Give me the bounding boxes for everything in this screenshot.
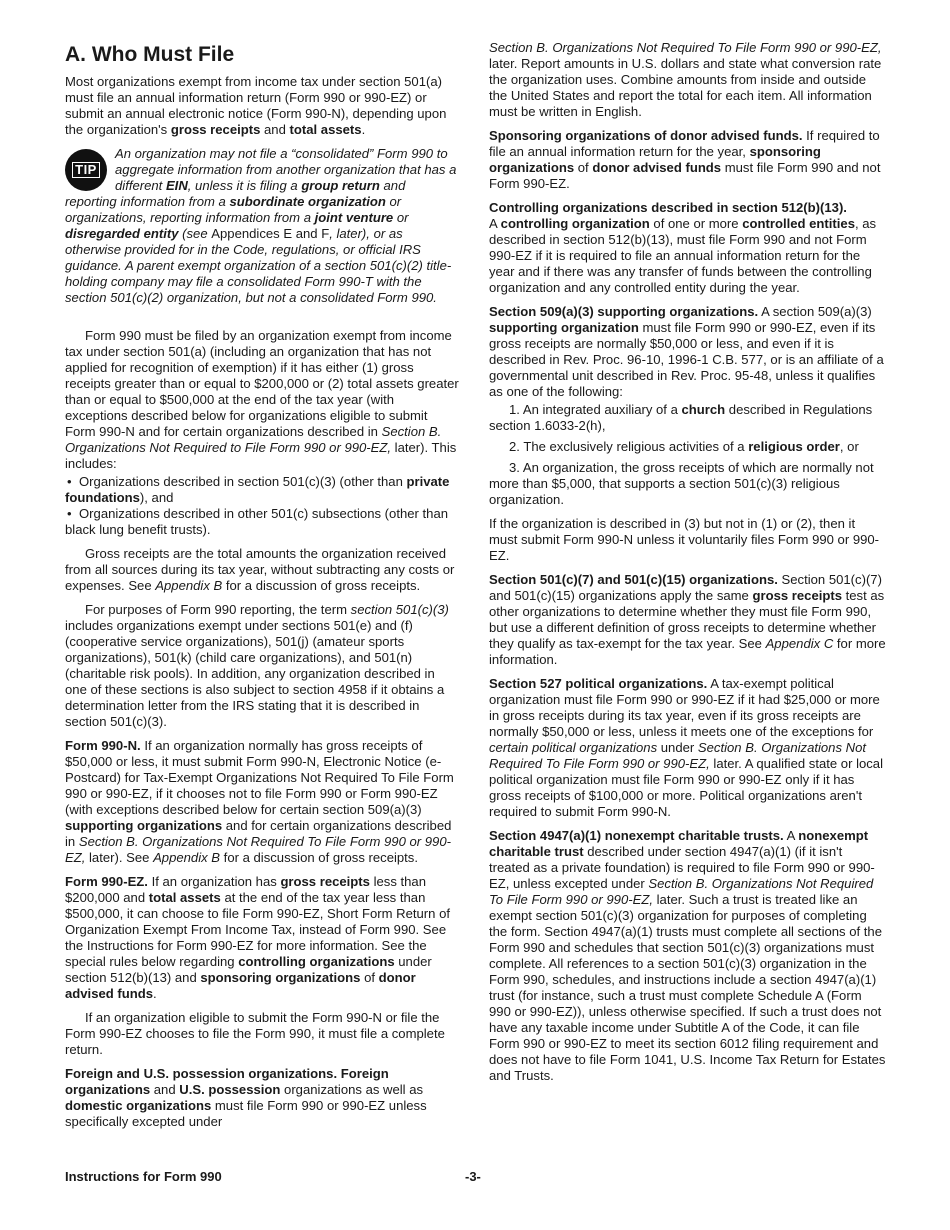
intro-paragraph: Most organizations exempt from income tax under section 501(a) must file an annual information return (Form 990 or 990-EZ) or submit an annual electronic notice (Form 990-N), depending upon the organization's gross receipts and total assets. [65,74,447,137]
bullet-item: • Organizations described in section 501(c)(3) (other than private foundations), and [65,474,460,506]
left-column [65,40,460,1138]
section-4947-paragraph: Section 4947(a)(1) nonexempt charitable trusts. A nonexempt charitable trust described under section 4947(a)(1) (if it isn't treated as a private foundation) is required to file Form 990 or 990-EZ, unless excepted under Section B. Organizations Not Required To File Form 990 or 990-EZ, later. Such a trust is treated like an exempt section 501(c)(3) organization for purposes of completing the form. Section 4947(a)(1) trusts must complete all sections of the Form 990 and schedules that section 501(c)(3) organizations must complete. All references to a section 501(c)(3) organization in the Form 990, schedules, and instructions include a section 4947(a)(1) trust (for instance, such a trust must complete Schedule A (Form 990 or 990-EZ)), unless otherwise specified. If such a trust does not have any taxable income under Subtitle A of the Code, it can file Form 990 or 990-EZ to meet its section 6012 filing requirement and does not have to file Form 1041, U.S. Income Tax Return for Estates and Trusts. [489,828,886,1083]
tip-box [65,146,460,306]
section-527-paragraph: Section 527 political organizations. A tax-exempt political organization must file Form 990 or 990-EZ if it had $25,000 or more in gross receipts during its tax year, even if its gross receipts are normally $50,000 or less, unless it meets one of the exceptions for certain political organizations under Section B. Organizations Not Required To File Form 990 or 990-EZ, later. A qualified state or local political organization must file Form 990 or 990-EZ only if it has gross receipts of $100,000 or more. Political organizations aren't required to submit Form 990-N. [489,676,884,819]
section-509a3-paragraph: Section 509(a)(3) supporting organizations. A section 509(a)(3) supporting organization must file Form 990 or 990-EZ, even if its gross receipts are normally $50,000 or less, and even if it is described in Rev. Proc. 96-10, 1996-1 C.B. 577, or is an affiliate of a governmental unit described in Rev. Proc. 95-48, unless it qualifies as one of the following: [489,304,884,399]
foreign-organizations-continued: Section B. Organizations Not Required To File Form 990 or 990-EZ, later. Report amounts in U.S. dollars and state what conversion rate the organization uses. Combine amounts from inside and outside the United States and report the total for each item. All information must be written in English. [489,40,882,119]
form-990ez-paragraph: Form 990-EZ. If an organization has gross receipts less than $200,000 and total assets at the end of the tax year less than $500,000, it can choose to file Form 990-EZ, Short Form Return of Organization Exempt From Income Tax, instead of Form 990. See the Instructions for Form 990-EZ for more information. See the special rules below regarding controlling organizations under section 512(b)(13) and sponsoring organizations of donor advised funds. [65,874,450,1001]
footer-form-title: Instructions for Form 990 [65,1169,222,1184]
section-501c3-paragraph: For purposes of Form 990 reporting, the term section 501(c)(3) includes organizations exempt under sections 501(e) and (f) (cooperative service organizations), 501(j) (amateur sports organizations), 501(k) (child care organizations), and 501(n) (charitable risk pools). In addition, any organization described in one of these sections is also subject to section 4958 if it obtains a determination letter from the IRS stating that it is described in section 501(c)(3). [65,602,449,729]
numbered-item-3: 3. An organization, the gross receipts of which are normally not more than $5,000, that supports a section 501(c)(3) religious organization. [489,460,874,507]
bullet-item: • Organizations described in other 501(c) subsections (other than black lung benefit trusts). [65,506,460,538]
numbered-item-1: 1. An integrated auxiliary of a church described in Regulations section 1.6033-2(h), [489,402,873,433]
section-509a3-note: If the organization is described in (3) but not in (1) or (2), then it must submit Form 990-N unless it voluntarily files Form 990 or 990-EZ. [489,516,880,563]
gross-receipts-paragraph: Gross receipts are the total amounts the organization received from all sources during its tax year, without subtracting any costs or expenses. See Appendix B for a discussion of gross receipts. [65,546,455,593]
section-title: A. Who Must File [65,43,235,66]
right-column [489,40,886,1092]
foreign-organizations-paragraph: Foreign and U.S. possession organizations. Foreign organizations and U.S. possession organizations as well as domestic organizations must file Form 990 or 990-EZ unless specifically excepted under [65,1066,427,1129]
form-990n-paragraph: Form 990-N. If an organization normally has gross receipts of $50,000 or less, it must submit Form 990-N, Electronic Notice (e-Postcard) for Tax-Exempt Organizations Not Required To File Form 990 or 990-EZ, if it chooses not to file Form 990 or Form 990-EZ (with exceptions described below for certain section 509(a)(3) supporting organizations and for certain organizations described in Section B. Organizations Not Required To File Form 990 or 990-EZ, later). See Appendix B for a discussion of gross receipts. [65,738,454,865]
tip-icon: TIP [65,149,107,191]
page-number: -3- [465,1169,481,1184]
bullet-list [65,474,460,538]
numbered-item-2: 2. The exclusively religious activities of a religious order, or [509,439,859,454]
page-footer [65,1169,886,1185]
tip-text: An organization may not file a “consolidated” Form 990 to aggregate information from another organization that has a different EIN, unless it is filing a group return and reporting information from a subordinate organization or organizations, reporting information from a joint venture or disregarded entity (see Appendices E and F, later), or as otherwise provided for in the Code, regulations, or official IRS guidance. A parent exempt organization of a section 501(c)(2) title-holding company may file a consolidated Form 990-T with the section 501(c)(2) organization, but not a consolidated Form 990. [65,146,457,305]
filing-threshold-paragraph: Form 990 must be filed by an organization exempt from income tax under section 501(a) (including an organization that has not applied for recognition of exemption) if it has either (1) gross receipts greater than or equal to $200,000 or (2) total assets greater than or equal to $500,000 at the end of the tax year (with exceptions described below for organizations eligible to submit Form 990-N and for certain organizations described in Section B. Organizations Not Required to File Form 990 or 990-EZ, later). This includes: [65,328,459,471]
controlling-organizations-paragraph: Controlling organizations described in section 512(b)(13). A controlling organization of one or more controlled entities, as described in section 512(b)(13), must file Form 990 and not Form 990-EZ if it is required to file an annual information return for the year and if there was any transfer of funds between the controlling organization and any controlled entity during the year. [489,200,877,295]
complete-return-paragraph: If an organization eligible to submit the Form 990-N or file the Form 990-EZ chooses to file the Form 990, it must file a complete return. [65,1010,445,1057]
section-501c7-paragraph: Section 501(c)(7) and 501(c)(15) organizations. Section 501(c)(7) and 501(c)(15) organizations apply the same gross receipts test as other organizations to determine whether they must file Form 990, but use a different definition of gross receipts to determine whether they qualify as tax-exempt for the tax year. See Appendix C for more information. [489,572,886,667]
sponsoring-organizations-paragraph: Sponsoring organizations of donor advised funds. If required to file an annual information return for the year, sponsoring organizations of donor advised funds must file Form 990 and not Form 990-EZ. [489,128,881,191]
